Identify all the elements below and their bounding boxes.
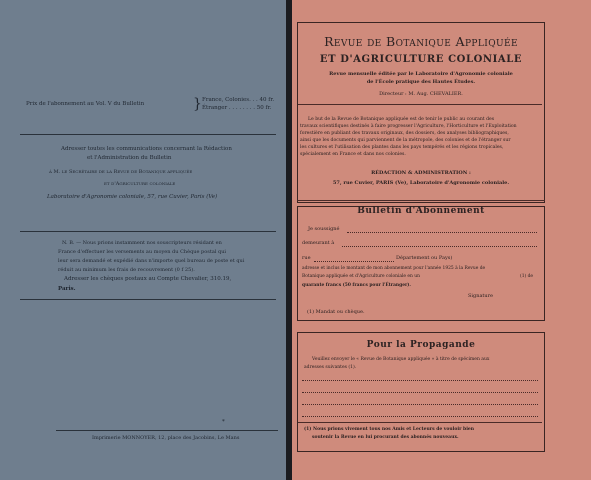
subscription-france: France, Colonies. . . 40 fr. xyxy=(202,97,275,103)
printer-line: Imprimerie MONNOYER, 12, place des Jacobins, Le Mans xyxy=(92,435,240,441)
notice-line-1: N. B. — Nous prions instamment nos souscripteurs résidant en xyxy=(62,240,222,246)
notice-line-4: réduit au minimum les frais de recouvrement (0 f 25). xyxy=(58,267,195,273)
form-adresse-2-end: (1) de xyxy=(520,274,534,279)
propagande-text-2: adresses suivantes (1). xyxy=(304,365,357,370)
description-line-1: Le but de la Revue de Botanique appliquée est de tenir le public au courant des xyxy=(308,117,495,122)
form-footnote: (1) Mandat ou chèque. xyxy=(307,309,365,315)
divider xyxy=(56,430,278,431)
propagande-line[interactable] xyxy=(302,380,538,381)
form-line[interactable] xyxy=(347,232,537,233)
title-line-1: Revue de Botanique Appliquée xyxy=(324,34,518,49)
notice-line-6: Paris. xyxy=(58,286,76,292)
brace-icon: } xyxy=(193,96,202,112)
form-soussigne: Je soussigné xyxy=(308,226,340,232)
propagande-text-1: Veuillez envoyer le « Revue de Botanique appliquée » à titre de spécimen aux xyxy=(312,357,490,362)
page-mark: * xyxy=(222,419,225,425)
description-line-6: spécialement en France et dans nos colonies. xyxy=(300,152,406,157)
divider xyxy=(20,134,276,135)
address-line-1: Adresser toutes les communications concernant la Rédaction xyxy=(61,146,232,152)
bulletin-title: Bulletin d'Abonnement xyxy=(357,206,485,216)
divider xyxy=(297,200,545,201)
divider xyxy=(298,104,542,105)
subtitle-line-2: de l'École pratique des Hautes Études. xyxy=(366,79,476,85)
notice-line-5: Adresser les chèques postaux au Compte Chevalier, 310.19, xyxy=(64,276,232,282)
address-line-4: et d'Agriculture coloniale xyxy=(104,181,176,187)
redaction-title: RÉDACTION & ADMINISTRATION : xyxy=(371,170,471,176)
form-rue: rue xyxy=(302,255,311,261)
form-adresse-2: Botanique appliquée et d'Agriculture coloniale en un xyxy=(302,274,420,279)
address-line-2: et l'Administration du Bulletin xyxy=(87,155,172,161)
director-line: Directeur : M. Aug. CHEVALIER. xyxy=(379,91,463,97)
footer-line-1: (1) Nous prions vivement tous nos Amis et Lecteurs de vouloir bien xyxy=(304,427,475,432)
subscription-label: Prix de l'abonnement au Vol. V du Bulletin xyxy=(26,101,145,107)
divider xyxy=(298,422,542,423)
redaction-address: 57, rue Cuvier, PARIS (Ve), Laboratoire d'Agronomie coloniale. xyxy=(332,180,510,186)
description-line-4: ainsi que les documents qui parviennent de la métropole, des colonies et de l'étranger sur xyxy=(300,138,511,143)
form-signature: Signature xyxy=(468,293,494,299)
subscription-etranger: Étranger . . . . . . . . 50 fr. xyxy=(202,105,272,111)
description-line-5: les cultures et l'utilisation des plantes dans les pays tempérés et les régions tropicales, xyxy=(300,145,504,150)
propagande-line[interactable] xyxy=(302,404,538,405)
form-adresse-1: adresse et inclus le montant de mon abonnement pour l'année 1925 à la Revue de xyxy=(302,266,486,271)
footer-line-2: soutenir la Revue en lui procurant des abonnés nouveaux. xyxy=(312,435,459,440)
notice-line-2: France d'effectuer les versements au moyen du Chèque postal qui xyxy=(58,249,227,255)
form-departement: Département ou Pays) xyxy=(396,255,453,261)
description-line-3: forestière en publiant des travaux originaux, des dossiers, des analyses bibliographiques, xyxy=(300,131,509,136)
propagande-title: Pour la Propagande xyxy=(366,340,476,350)
propagande-line[interactable] xyxy=(302,392,538,393)
divider xyxy=(20,299,276,300)
address-line-3: à M. le Secrétaire de la Revue de Botanique appliquée xyxy=(49,169,193,175)
form-demeurant: demeurant à xyxy=(302,240,335,246)
left-page xyxy=(0,0,288,480)
propagande-line[interactable] xyxy=(302,416,538,417)
description-line-2: travaux scientifiques destinés à faire progresser l'Agriculture, l'Horticulture et l'Exploitation xyxy=(300,124,517,129)
subtitle-line-1: Revue mensuelle éditée par le Laboratoire d'Agronomie coloniale xyxy=(329,71,513,77)
form-line[interactable] xyxy=(342,246,537,247)
right-page xyxy=(292,0,591,480)
address-line-5: Laboratoire d'Agronomie coloniale, 57, rue Cuvier, Paris (Ve) xyxy=(47,194,218,200)
form-adresse-3: quarante francs (50 francs pour l'Étranger). xyxy=(302,283,411,288)
subscription-form-frame xyxy=(297,206,545,321)
divider xyxy=(20,231,276,232)
title-line-2: ET D'AGRICULTURE COLONIALE xyxy=(319,54,523,65)
form-line[interactable] xyxy=(314,261,394,262)
notice-line-3: leur sera demandé et expédié dans n'importe quel bureau de poste et qui xyxy=(58,258,245,264)
